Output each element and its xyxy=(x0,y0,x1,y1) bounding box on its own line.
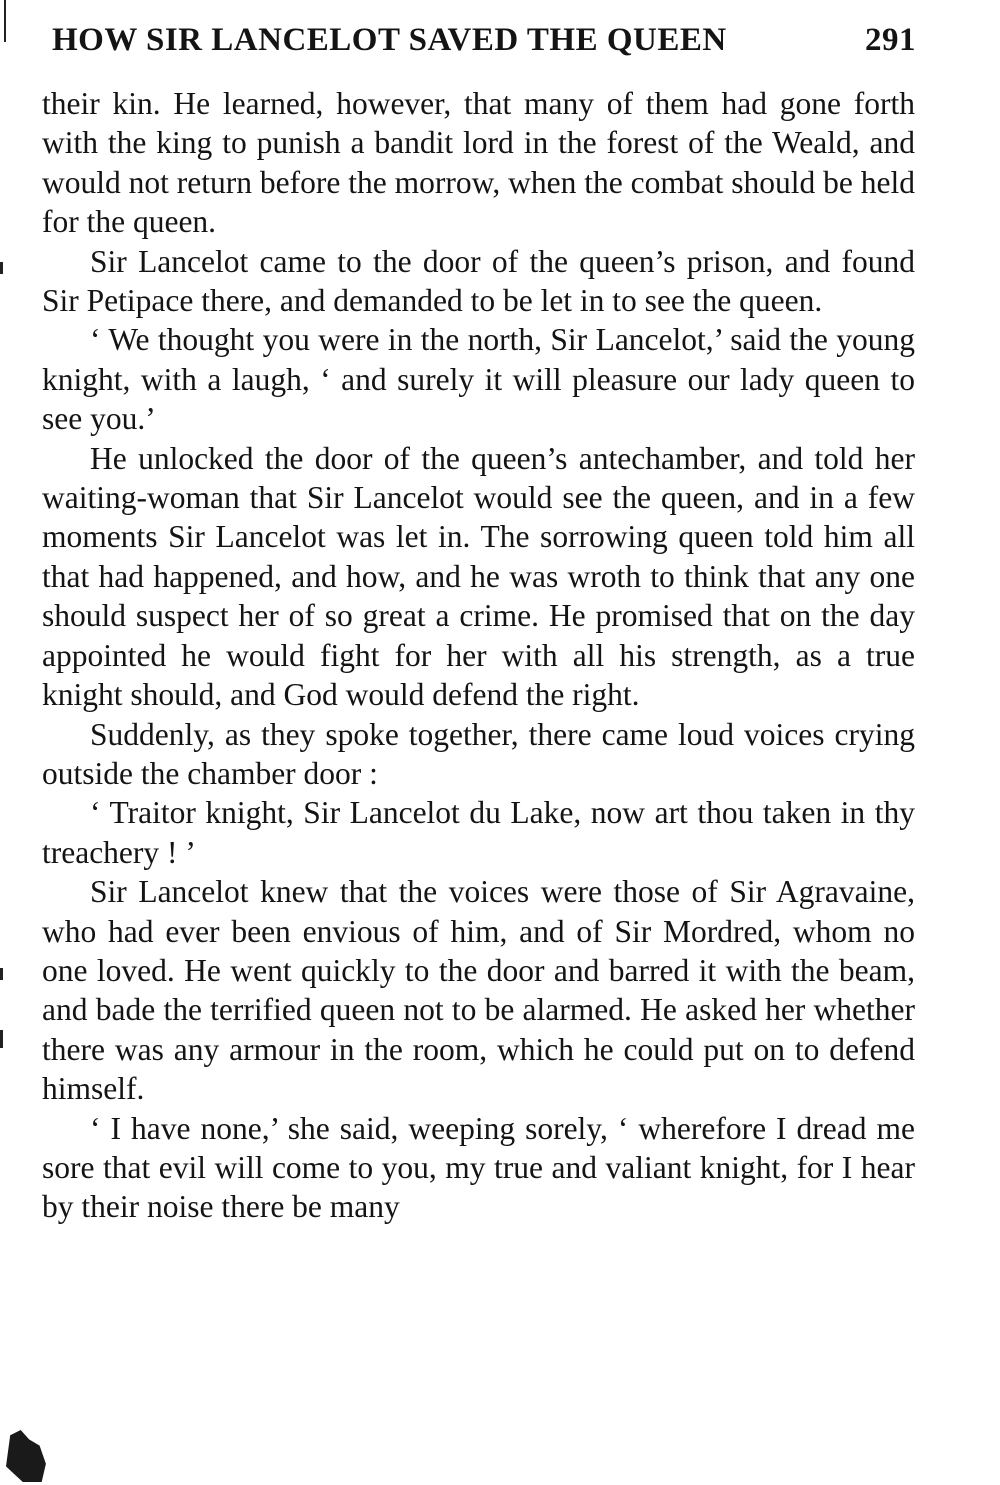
paragraph: Sir Lancelot knew that the voices were those of Sir Agravaine, who had ever been envious of him, and of Sir Mordred, whom no one loved. He went quickly to the door and barred it with the beam, and bade the terrified queen not to be alarmed. He asked her whether there was any armour in the room, which he could put on to defend himself. xyxy=(42,874,915,1107)
paragraph: ‘ I have none,’ she said, weeping sorely, ‘ wherefore I dread me sore that evil will come to you, my true and valiant knight, for I hear by their noise there be many xyxy=(42,1110,915,1225)
page-number: 291 xyxy=(865,22,916,58)
chapter-title: HOW SIR LANCELOT SAVED THE QUEEN xyxy=(52,22,727,58)
margin-rule-mark xyxy=(4,0,6,42)
running-header xyxy=(52,22,916,68)
paragraph: Suddenly, as they spoke together, there came loud voices crying outside the chamber door : xyxy=(42,716,915,791)
body-text xyxy=(42,84,915,1227)
paragraph: He unlocked the door of the queen’s antechamber, and told her waiting-woman that Sir Lancelot would see the queen, and in a few moments Sir Lancelot was let in. The sorrowing queen told him all that had happened, and how, and he was wroth to think that any one should suspect her of so great a crime. He promised that on the day appointed he would fight for her with all his strength, as a true knight should, and God would defend the right. xyxy=(42,440,915,713)
paragraph: ‘ We thought you were in the north, Sir Lancelot,’ said the young knight, with a laugh, ‘ and surely it will pleasure our lady queen to see you.’ xyxy=(42,322,915,437)
ink-blot xyxy=(6,1430,48,1482)
paragraph: their kin. He learned, however, that many of them had gone forth with the king to punish a bandit lord in the forest of the Weald, and would not return before the morrow, when the combat should be held for the queen. xyxy=(42,86,915,240)
margin-tick-mark xyxy=(0,968,3,980)
paragraph: Sir Lancelot came to the door of the queen’s prison, and found Sir Petipace there, and demanded to be let in to see the queen. xyxy=(42,243,915,319)
paragraph: ‘ Traitor knight, Sir Lancelot du Lake, now art thou taken in thy treachery ! ’ xyxy=(42,795,915,870)
margin-tick-mark xyxy=(0,262,3,274)
margin-tick-mark xyxy=(0,1030,3,1048)
